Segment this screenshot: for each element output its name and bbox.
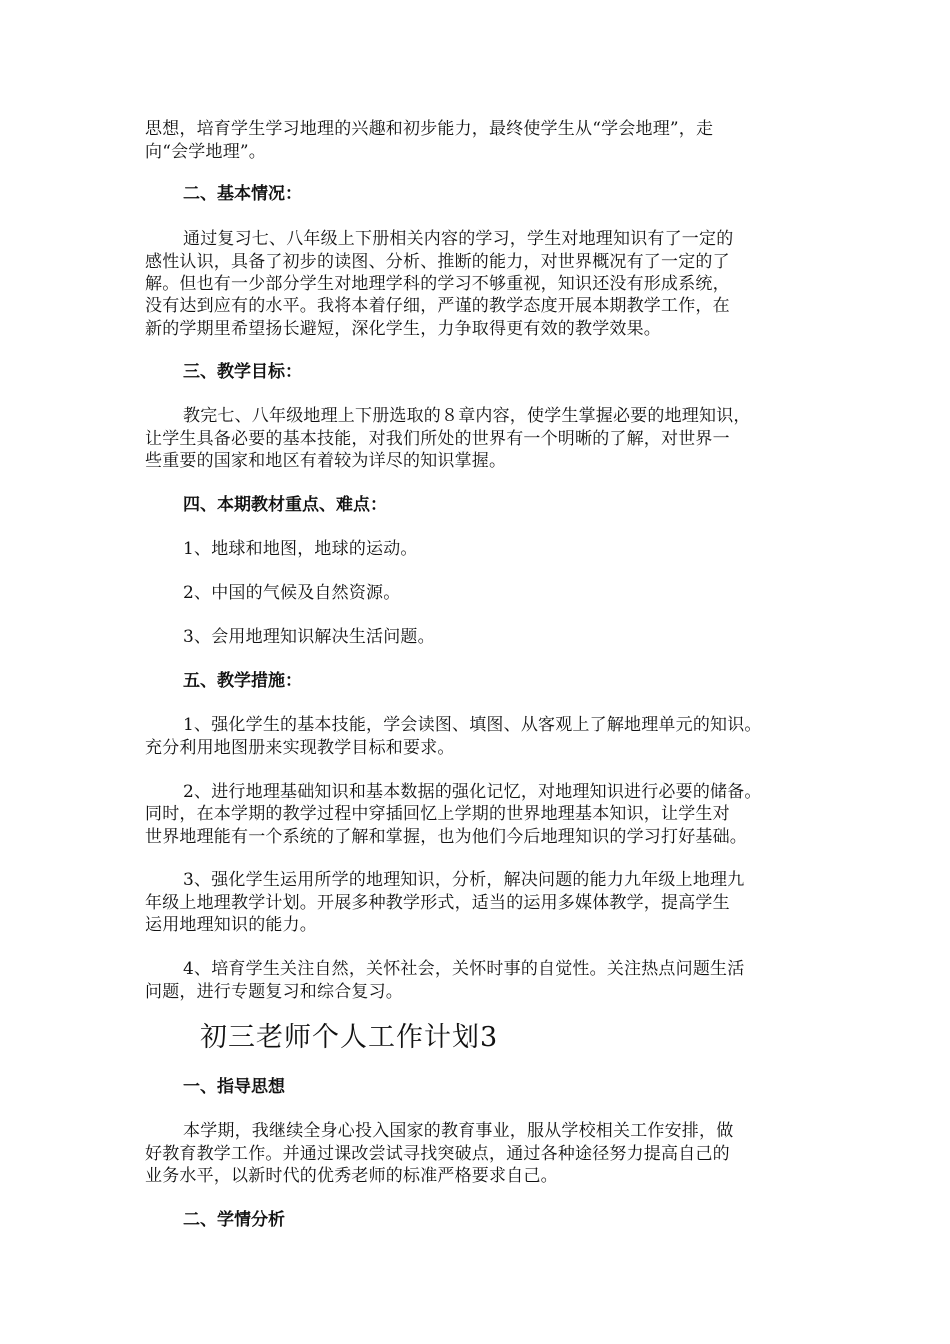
paragraph-line: 通过复习七、八年级上下册相关内容的学习，学生对地理知识有了一定的 [183, 229, 734, 249]
paragraph-line: 运用地理知识的能力。 [145, 915, 317, 935]
paragraph-line: 年级上地理教学计划。开展多种教学形式，适当的运用多媒体教学，提高学生 [145, 893, 730, 913]
paragraph-line: 些重要的国家和地区有着较为详尽的知识掌握。 [145, 451, 507, 471]
paragraph-line: 业务水平，以新时代的优秀老师的标准严格要求自己。 [145, 1166, 558, 1186]
paragraph-line: 思想，培育学生学习地理的兴趣和初步能力，最终使学生从“学会地理”，走 [145, 119, 714, 139]
paragraph-line: 本学期，我继续全身心投入国家的教育事业，服从学校相关工作安排，做 [183, 1121, 734, 1141]
paragraph-line: 世界地理能有一个系统的了解和掌握，也为他们今后地理知识的学习打好基础。 [145, 827, 747, 847]
paragraph-line: 2、进行地理基础知识和基本数据的强化记忆，对地理知识进行必要的储备。 [183, 782, 762, 802]
paragraph-line: 感性认识，具备了初步的读图、分析、推断的能力，对世界概况有了一定的了 [145, 252, 730, 272]
paragraph-line: 教完七、八年级地理上下册选取的８章内容，使学生掌握必要的地理知识， [183, 406, 751, 426]
section-heading-guiding-thought: 一、指导思想 [183, 1077, 285, 1097]
paragraph-line: 同时，在本学期的教学过程中穿插回忆上学期的世界地理基本知识，让学生对 [145, 804, 730, 824]
document-title: 初三老师个人工作计划3 [200, 1022, 499, 1053]
section-heading-key-points: 四、本期教材重点、难点： [183, 495, 387, 515]
section-heading-teaching-goals: 三、教学目标： [183, 362, 302, 382]
paragraph-line: 向“会学地理”。 [145, 142, 266, 162]
paragraph-line: 问题，进行专题复习和综合复习。 [145, 982, 403, 1002]
paragraph-line: 好教育教学工作。并通过课改尝试寻找突破点，通过各种途径努力提高自己的 [145, 1144, 730, 1164]
list-item: 2、中国的气候及自然资源。 [183, 583, 401, 603]
paragraph-line: 解。但也有一少部分学生对地理学科的学习不够重视，知识还没有形成系统， [145, 274, 730, 294]
paragraph-line: 没有达到应有的水平。我将本着仔细，严谨的教学态度开展本期教学工作，在 [145, 296, 730, 316]
paragraph-line: 让学生具备必要的基本技能，对我们所处的世界有一个明晰的了解，对世界一 [145, 429, 730, 449]
paragraph-line: 3、强化学生运用所学的地理知识，分析，解决问题的能力九年级上地理九 [183, 870, 745, 890]
paragraph-line: 4、培育学生关注自然，关怀社会，关怀时事的自觉性。关注热点问题生活 [183, 959, 745, 979]
section-heading-teaching-measures: 五、教学措施： [183, 671, 302, 691]
paragraph-line: 充分利用地图册来实现教学目标和要求。 [145, 738, 455, 758]
paragraph-line: 新的学期里希望扬长避短，深化学生，力争取得更有效的教学效果。 [145, 319, 661, 339]
section-heading-basic-situation: 二、基本情况： [183, 184, 302, 204]
list-item: 1、地球和地图，地球的运动。 [183, 539, 418, 559]
section-heading-student-analysis: 二、学情分析 [183, 1210, 285, 1230]
paragraph-line: 1、强化学生的基本技能，学会读图、填图、从客观上了解地理单元的知识。 [183, 715, 762, 735]
list-item: 3、会用地理知识解决生活问题。 [183, 627, 435, 647]
